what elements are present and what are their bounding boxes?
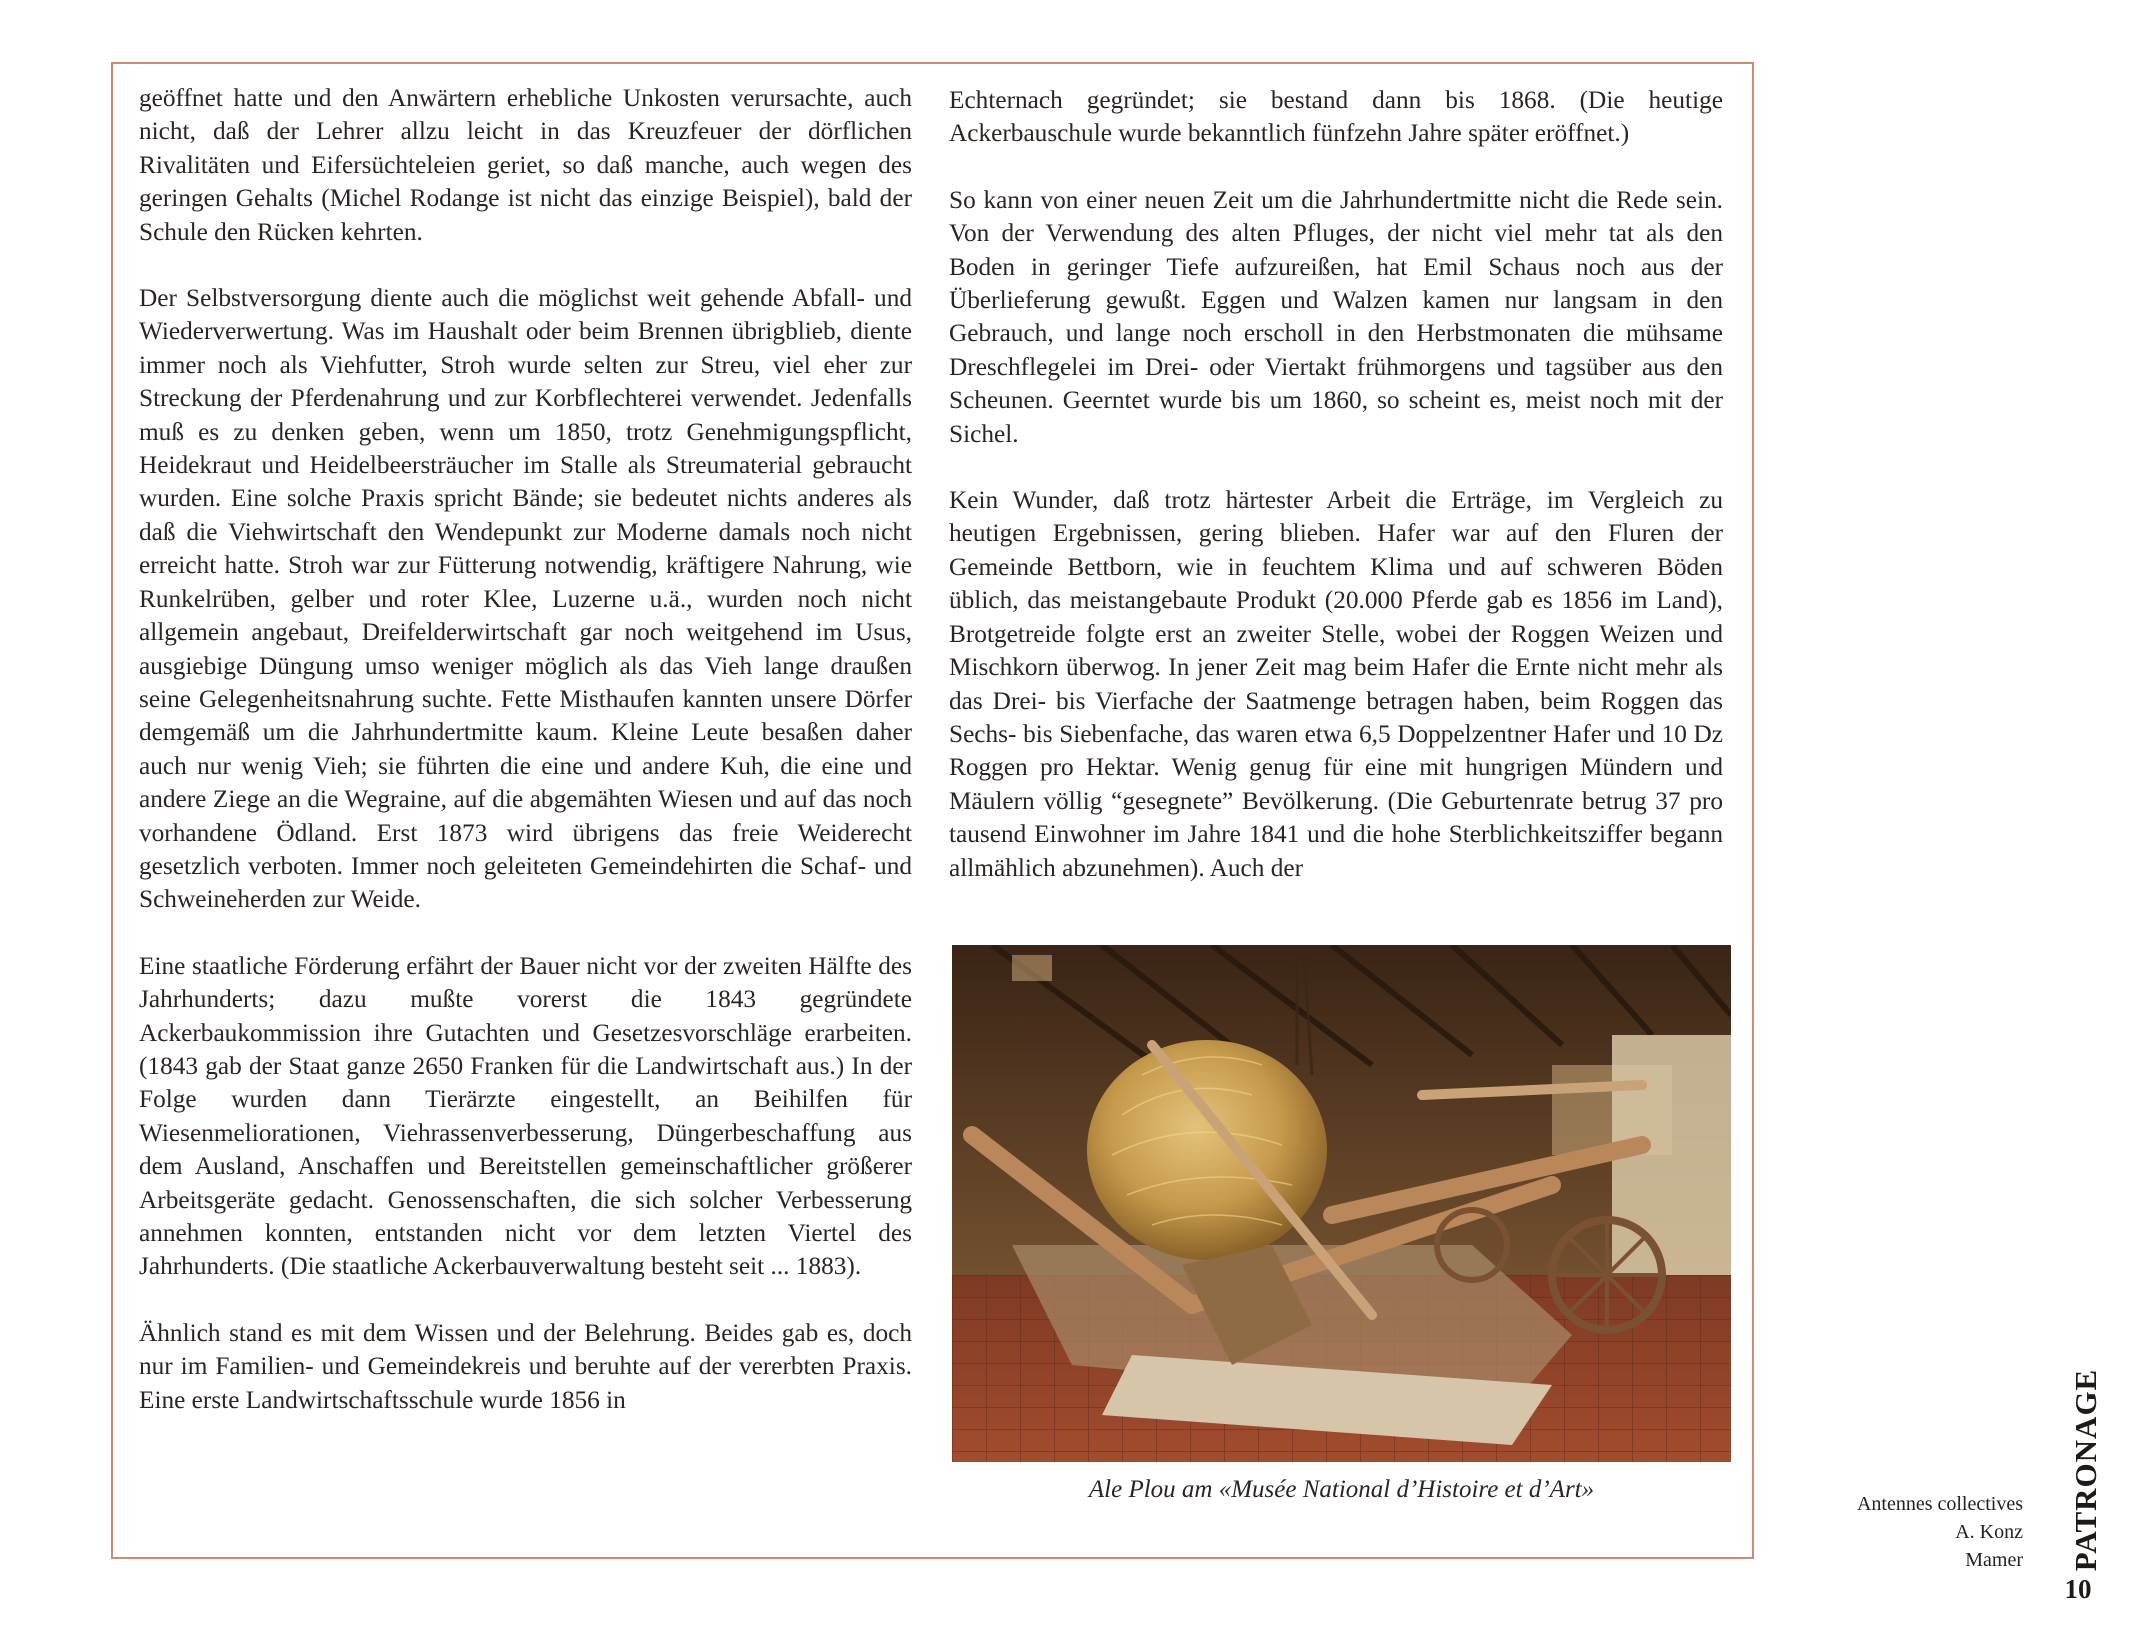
photo-caption: Ale Plou am «Musée National d’Histoire et d’Art» [1088,1476,1595,1503]
section-label-text: PATRONAGE [2068,1368,2103,1572]
sponsor-line: Mamer [1965,1549,2023,1571]
paragraph: Kein Wunder, daß trotz härtester Arbeit die Erträge, im Vergleich zu heutigen Ergebnissen, gering blieben. Hafer war auf den Fluren der Gemeinde Bettborn, wie in feuchtem Klima und auf schweren Böden üblich, das meistangebaute Produkt (20.000 Pferde gab es 1856 im Land), Brotgetreide folgte erst an zweiter Stelle, wobei der Roggen Weizen und Mischkorn überwog. In jener Zeit mag beim Hafer die Ernte nicht mehr als das Drei- bis Vierfache der Saatmenge betragen haben, beim Roggen das Sechs- bis Siebenfache, das waren etwa 6,5 Doppelzentner Hafer und 10 Dz Roggen pro Hektar. Wenig genug für eine mit hungrigen Mündern und Mäulern völlig “gesegnete” Bevölkerung. (Die Geburtenrate betrug 37 pro tausend Einwohner im Jahre 1841 und die hohe Sterblichkeitsziffer begann allmählich abzunehmen). Auch der [949,486,1723,882]
paragraph: Eine staatliche Förderung erfährt der Bauer nicht vor der zweiten Hälfte des Jahrhunderts; dazu mußte vorerst die 1843 gegründete Ackerbaukommission ihre Gutachten und Gesetzesvorschläge erarbeiten. (1843 gab der Staat ganze 2650 Franken für die Landwirtschaft aus.) In der Folge wurden dann Tierärzte eingestellt, an Beihilfen für Wiesenmeliorationen, Viehrassenverbesserung, Düngerbeschaffung aus dem Ausland, Anschaffen und Bereitstellen gemeinschaftlicher größerer Arbeitsgeräte gedacht. Genossenschaften, die sich solcher Verbesserung annehmen konnten, entstanden nicht vor dem letzten Viertel des Jahrhunderts. (Die staatliche Ackerbauverwaltung besteht seit ... 1883). [139,951,912,1281]
paragraph: Echternach gegründet; sie bestand dann bis 1868. (Die heutige Ackerbauschule wurde bekanntlich fünfzehn Jahre später eröffnet.) [949,86,1723,148]
page-number: 10 [2064,1574,2092,1604]
left-column [139,82,912,1417]
sponsor-line: A. Konz [1955,1521,2023,1543]
paragraph: Der Selbstversorgung diente auch die möglichst weit gehende Abfall- und Wiederverwertung. Was im Haushalt oder beim Brennen übrigblieb, diente immer noch als Viehfutter, Stroh wurde selten zur Streu, viel eher zur Streckung der Pferdenahrung und zur Korbflechterei verwendet. Jedenfalls muß es zu denken geben, wenn um 1850, trotz Genehmigungspflicht, Heidekraut und Heidelbeersträucher im Stalle als Streumaterial gebraucht wurden. Eine solche Praxis spricht Bände; sie bedeutet nichts anderes als daß die Viehwirtschaft den Wendepunkt zur Moderne damals noch nicht erreicht hatte. Stroh war zur Fütterung notwendig, kräftigere Nahrung, wie Runkelrüben, gelber und roter Klee, Luzerne u.ä., wurden noch nicht allgemein angebaut, Dreifelderwirtschaft gar noch weitgehend im Usus, ausgiebige Düngung umso weniger möglich als das Vieh lange draußen seine Gelegenheitsnahrung suchte. Fette Misthaufen kannten unsere Dörfer demgemäß um die Jahrhundertmitte kaum. Kleine Leute besaßen daher auch nur wenig Vieh; sie führten die eine und andere Kuh, die eine und andere Ziege an die Wegraine, auf die abgemähten Wiesen und auf das noch vorhandene Ödland. Erst 1873 wird übrigens das freie Weiderecht gesetzlich verboten. Immer noch geleiteten Gemeindehirten die Schaf- und Schweineherden zur Weide. [139,284,912,914]
sponsor-block [1763,1490,2023,1574]
sponsor-line: Antennes collectives [1856,1493,2023,1515]
section-label [2068,1368,2104,1572]
paragraph: Ähnlich stand es mit dem Wissen und der Belehrung. Beides gab es, doch nur im Familien- und Gemeindekreis und beruhte auf der vererbten Praxis. Eine erste Landwirtschaftsschule wurde 1856 in [139,1318,912,1414]
plough-photo [952,945,1731,1462]
paragraph: So kann von einer neuen Zeit um die Jahrhundertmitte nicht die Rede sein. Von der Verwendung des alten Pfluges, der nicht viel mehr tat als den Boden in geringer Tiefe aufzureißen, hat Emil Schaus noch aus der Überlieferung gewußt. Eggen und Walzen kamen nur langsam in den Gebrauch, und lange noch erscholl in den Herbstmonaten die mühsame Dreschflegelei im Drei- oder Viertakt frühmorgens und tagsüber aus den Scheunen. Geerntet wurde bis um 1860, so scheint es, meist noch mit der Sichel. [949,185,1723,448]
right-column [949,84,1723,885]
paragraph: geöffnet hatte und den Anwärtern erhebliche Unkosten verursachte, auch nicht, daß der Lehrer allzu leicht in das Kreuzfeuer der dörflichen Rivalitäten und Eifersüchteleien geriet, so daß manche, auch wegen des geringen Gehalts (Michel Rodange ist nicht das einzige Beispiel), bald der Schule den Rücken kehrten. [139,84,912,246]
